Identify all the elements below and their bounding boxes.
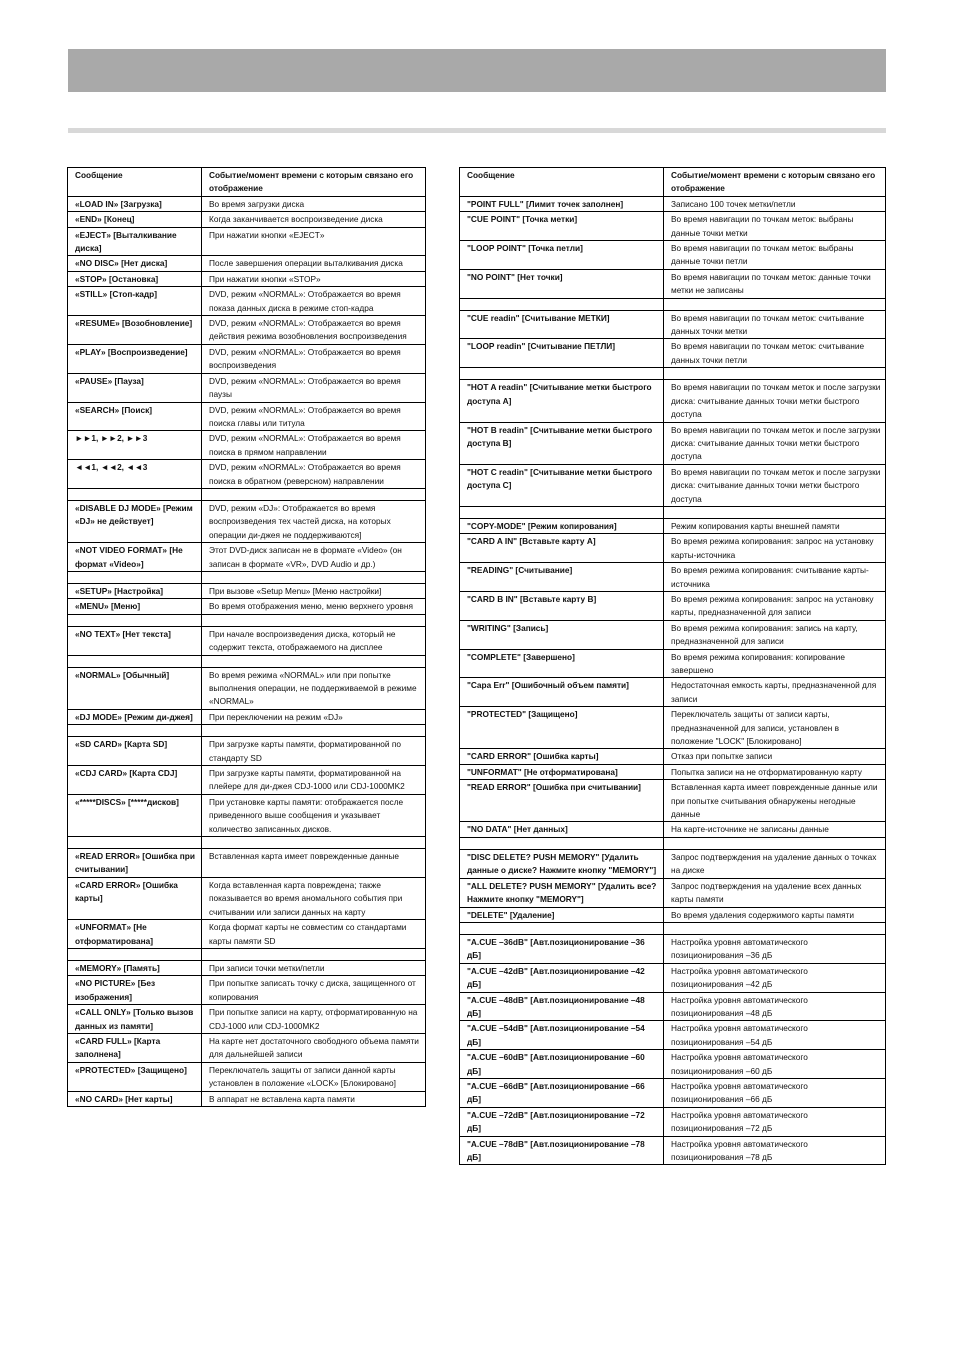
message-cell: "CARD A IN" [Вставьте карту A]: [460, 534, 664, 563]
message-cell: [460, 506, 664, 518]
message-cell: "COMPLETE" [Завершено]: [460, 649, 664, 678]
message-cell: "DISC DELETE? PUSH MEMORY" [Удалить данные о диске? Нажмите кнопку "MEMORY"]: [460, 849, 664, 878]
event-cell: Записано 100 точек метки/петли: [664, 196, 886, 211]
message-cell: «CARD ERROR» [Ошибка карты]: [68, 877, 202, 919]
header-banner: [68, 49, 886, 92]
event-cell: Настройка уровня автоматического позиционирования –36 дБ: [664, 934, 886, 963]
message-cell: «NO PICTURE» [Без изображения]: [68, 976, 202, 1005]
messages-table-right: [459, 167, 886, 1165]
event-cell: DVD, режим «NORMAL»: Отображается во время действия режима возобновления воспроизведения: [202, 316, 426, 345]
table-row: [68, 920, 426, 949]
event-cell: [202, 725, 426, 737]
table-row: [460, 780, 886, 822]
message-cell: "A.CUE –60dB" [Авт.позиционирование –60 дБ]: [460, 1050, 664, 1079]
table-row: [68, 256, 426, 271]
event-cell: На карте-источнике не записаны данные: [664, 822, 886, 837]
event-cell: DVD, режим «NORMAL»: Отображается во время поиска главы или титула: [202, 402, 426, 431]
message-cell: "HOT B readin" [Считывание метки быстрого доступа B]: [460, 422, 664, 464]
event-cell: Во время режима копирования: запрос на установку карты, предназначенной для записи: [664, 591, 886, 620]
message-cell: «NO DISC» [Нет диска]: [68, 256, 202, 271]
table-row: [460, 1136, 886, 1165]
event-cell: [664, 506, 886, 518]
event-cell: Во время режима копирования: копирование завершено: [664, 649, 886, 678]
table-row: [460, 518, 886, 533]
event-cell: При нажатии кнопки «EJECT»: [202, 227, 426, 256]
event-cell: При нажатии кнопки «STOP»: [202, 271, 426, 286]
table-row: [460, 934, 886, 963]
table-row: [460, 963, 886, 992]
table-row: [460, 764, 886, 779]
table-row: [460, 310, 886, 339]
table-row: [460, 212, 886, 241]
message-cell: «CALL ONLY» [Только вызов данных из памяти]: [68, 1005, 202, 1034]
message-cell: "PROTECTED" [Защищено]: [460, 707, 664, 749]
event-cell: [664, 368, 886, 380]
event-cell: DVD, режим «NORMAL»: Отображается во время поиска в прямом направлении: [202, 431, 426, 460]
event-cell: При попытке записи на карту, отформатированную на CDJ-1000 или CDJ-1000MK2: [202, 1005, 426, 1034]
message-cell: [68, 948, 202, 960]
event-cell: Настройка уровня автоматического позиционирования –60 дБ: [664, 1050, 886, 1079]
message-cell: [460, 837, 664, 849]
message-cell: [68, 571, 202, 583]
message-cell: [460, 368, 664, 380]
message-cell: «READ ERROR» [Ошибка при считывании]: [68, 849, 202, 878]
event-cell: Настройка уровня автоматического позиционирования –54 дБ: [664, 1021, 886, 1050]
event-cell: DVD, режим «DJ»: Отображается во время воспроизведения тех частей диска, на которых операции ди-джея не поддерживаются]: [202, 500, 426, 542]
event-cell: Во время навигации по точкам меток: считывание данных точки петли: [664, 339, 886, 368]
event-cell: Во время навигации по точкам меток и после загрузки диска: считывание данных точки метки быстрого доступа: [664, 380, 886, 422]
table-spacer-row: [68, 655, 426, 667]
event-cell: Настройка уровня автоматического позиционирования –42 дБ: [664, 963, 886, 992]
event-cell: Во время отображения меню, меню верхнего уровня: [202, 599, 426, 614]
message-cell: "A.CUE –72dB" [Авт.позиционирование –72 дБ]: [460, 1107, 664, 1136]
event-cell: [202, 837, 426, 849]
table-spacer-row: [460, 837, 886, 849]
message-cell: ►►1, ►►2, ►►3: [68, 431, 202, 460]
event-cell: После завершения операции выталкивания диска: [202, 256, 426, 271]
event-cell: DVD, режим «NORMAL»: Отображается во время поиска в обратном (реверсном) направлении: [202, 460, 426, 489]
event-cell: Когда вставленная карта повреждена; также показывается во время аномального события при считывании или записи данных на карту: [202, 877, 426, 919]
header-message: Сообщение: [68, 168, 202, 197]
event-cell: При попытке записать точку с диска, защищенного от копирования: [202, 976, 426, 1005]
event-cell: При записи точки метки/петли: [202, 960, 426, 975]
message-cell: «PAUSE» [Пауза]: [68, 373, 202, 402]
table-row: [68, 877, 426, 919]
event-cell: DVD, режим «NORMAL»: Отображается во время воспроизведения: [202, 344, 426, 373]
event-cell: Режим копирования карты внешней памяти: [664, 518, 886, 533]
message-cell: [68, 655, 202, 667]
message-cell: [460, 922, 664, 934]
message-cell: [68, 725, 202, 737]
table-row: [68, 344, 426, 373]
message-cell: «NO CARD» [Нет карты]: [68, 1091, 202, 1106]
event-cell: Настройка уровня автоматического позиционирования –66 дБ: [664, 1078, 886, 1107]
table-spacer-row: [68, 571, 426, 583]
message-cell: ◄◄1, ◄◄2, ◄◄3: [68, 460, 202, 489]
event-cell: При вызове «Setup Menu» [Меню настройки]: [202, 583, 426, 598]
event-cell: В аппарат не вставлена карта памяти: [202, 1091, 426, 1106]
table-row: [68, 1091, 426, 1106]
event-cell: Во время навигации по точкам меток и после загрузки диска: считывание данных точки метки быстрого доступа: [664, 422, 886, 464]
message-cell: «END» [Конец]: [68, 212, 202, 227]
message-cell: "UNFORMAT" [Не отформатирована]: [460, 764, 664, 779]
message-cell: "A.CUE –36dB" [Авт.позиционирование –36 дБ]: [460, 934, 664, 963]
table-row: [68, 196, 426, 211]
table-spacer-row: [68, 837, 426, 849]
message-cell: [68, 837, 202, 849]
message-cell: «DISABLE DJ MODE» [Режим «DJ» не действует]: [68, 500, 202, 542]
event-cell: [202, 614, 426, 626]
event-cell: Попытка записи на не отформатированную карту: [664, 764, 886, 779]
message-cell: «PLAY» [Воспроизведение]: [68, 344, 202, 373]
message-cell: "CUE readin" [Считывание МЕТКИ]: [460, 310, 664, 339]
event-cell: [664, 298, 886, 310]
table-row: [68, 599, 426, 614]
table-row: [460, 534, 886, 563]
table-row: [460, 992, 886, 1021]
table-row: [460, 380, 886, 422]
table-spacer-row: [460, 506, 886, 518]
message-cell: "ALL DELETE? PUSH MEMORY" [Удалить все? Нажмите кнопку "MEMORY"]: [460, 878, 664, 907]
event-cell: Настройка уровня автоматического позиционирования –78 дБ: [664, 1136, 886, 1165]
event-cell: DVD, режим «NORMAL»: Отображается во время паузы: [202, 373, 426, 402]
table-row: [68, 1062, 426, 1091]
message-cell: "READING" [Считывание]: [460, 563, 664, 592]
table-row: [68, 667, 426, 709]
event-cell: На карте нет достаточного свободного объема памяти для дальнейшей записи: [202, 1033, 426, 1062]
table-header-row: [460, 168, 886, 197]
table-row: [460, 1050, 886, 1079]
message-cell: «NO TEXT» [Нет текста]: [68, 626, 202, 655]
event-cell: Этот DVD-диск записан не в формате «Video» (он записан в формате «VR», DVD Audio и др.): [202, 543, 426, 572]
event-cell: Когда формат карты не совместим со стандартами карты памяти SD: [202, 920, 426, 949]
message-cell: «DJ MODE» [Режим ди-джея]: [68, 709, 202, 724]
message-cell: "POINT FULL" [Лимит точек заполнен]: [460, 196, 664, 211]
event-cell: Вставленная карта имеет поврежденные данные: [202, 849, 426, 878]
table-row: [68, 709, 426, 724]
table-spacer-row: [68, 614, 426, 626]
message-cell: "A.CUE –66dB" [Авт.позиционирование –66 дБ]: [460, 1078, 664, 1107]
table-row: [68, 500, 426, 542]
table-row: [460, 196, 886, 211]
message-cell: "DELETE" [Удаление]: [460, 907, 664, 922]
event-cell: При начале воспроизведения диска, который не содержит текста, отображаемого на дисплее: [202, 626, 426, 655]
message-cell: "READ ERROR" [Ошибка при считывании]: [460, 780, 664, 822]
event-cell: Во время навигации по точкам меток: считывание данных точки метки: [664, 310, 886, 339]
table-row: [68, 794, 426, 836]
event-cell: [202, 948, 426, 960]
header-message: Сообщение: [460, 168, 664, 197]
header-event: Событие/момент времени с которым связано его отображение: [202, 168, 426, 197]
message-cell: "LOOP readin" [Считывание ПЕТЛИ]: [460, 339, 664, 368]
event-cell: [664, 922, 886, 934]
table-row: [68, 766, 426, 795]
message-cell: «SD CARD» [Карта SD]: [68, 737, 202, 766]
event-cell: Во время навигации по точкам меток и после загрузки диска: считывание данных точки метки быстрого доступа: [664, 464, 886, 506]
event-cell: При установке карты памяти: отображается после приведенного выше сообщения и указывает количество записанных дисков.: [202, 794, 426, 836]
table-row: [460, 563, 886, 592]
table-header-row: [68, 168, 426, 197]
event-cell: Переключатель защиты от записи данной карты установлен в положение «LOCK» [Блокировано]: [202, 1062, 426, 1091]
event-cell: Во время навигации по точкам меток: данные точки метки не записаны: [664, 269, 886, 298]
header-event: Событие/момент времени с которым связано его отображение: [664, 168, 886, 197]
table-row: [460, 620, 886, 649]
table-row: [68, 316, 426, 345]
message-cell: "HOT A readin" [Считывание метки быстрого доступа A]: [460, 380, 664, 422]
event-cell: При загрузке карты памяти, форматированной по стандарту SD: [202, 737, 426, 766]
table-row: [460, 464, 886, 506]
table-row: [68, 271, 426, 286]
table-spacer-row: [460, 368, 886, 380]
table-row: [460, 241, 886, 270]
table-row: [68, 543, 426, 572]
event-cell: Во время режима копирования: запрос на установку карты-источника: [664, 534, 886, 563]
message-cell: «CDJ CARD» [Карта CDJ]: [68, 766, 202, 795]
table-row: [460, 822, 886, 837]
message-cell: "Capa Err" [Ошибочный объем памяти]: [460, 678, 664, 707]
event-cell: Запрос подтверждения на удаление данных о точках на диске: [664, 849, 886, 878]
message-cell: «UNFORMAT» [Не отформатирована]: [68, 920, 202, 949]
table-row: [460, 1078, 886, 1107]
event-cell: Во время навигации по точкам меток: выбраны данные точки петли: [664, 241, 886, 270]
message-cell: «CARD FULL» [Карта заполнена]: [68, 1033, 202, 1062]
message-cell: «EJECT» [Выталкивание диска]: [68, 227, 202, 256]
table-spacer-row: [460, 922, 886, 934]
table-row: [68, 1033, 426, 1062]
table-row: [68, 849, 426, 878]
table-row: [68, 976, 426, 1005]
header-divider: [68, 128, 886, 133]
event-cell: Недостаточная емкость карты, предназначенной для записи: [664, 678, 886, 707]
table-row: [460, 649, 886, 678]
message-cell: «SEARCH» [Поиск]: [68, 402, 202, 431]
message-cell: «MENU» [Меню]: [68, 599, 202, 614]
message-cell: [68, 614, 202, 626]
message-cell: «STILL» [Стоп-кадр]: [68, 287, 202, 316]
event-cell: [202, 488, 426, 500]
event-cell: Настройка уровня автоматического позиционирования –72 дБ: [664, 1107, 886, 1136]
table-row: [68, 402, 426, 431]
messages-table-left: [67, 167, 426, 1107]
event-cell: Отказ при попытке записи: [664, 749, 886, 764]
table-row: [460, 749, 886, 764]
event-cell: При переключении на режим «DJ»: [202, 709, 426, 724]
event-cell: Когда заканчивается воспроизведение диска: [202, 212, 426, 227]
message-cell: "NO POINT" [Нет точки]: [460, 269, 664, 298]
table-row: [68, 287, 426, 316]
table-row: [460, 678, 886, 707]
table-spacer-row: [460, 298, 886, 310]
table-row: [68, 212, 426, 227]
message-cell: [68, 488, 202, 500]
message-cell: «NOT VIDEO FORMAT» [Не формат «Video»]: [68, 543, 202, 572]
event-cell: [202, 655, 426, 667]
table-row: [68, 373, 426, 402]
table-row: [68, 626, 426, 655]
table-row: [68, 1005, 426, 1034]
message-cell: "WRITING" [Запись]: [460, 620, 664, 649]
table-spacer-row: [68, 725, 426, 737]
table-row: [68, 227, 426, 256]
message-cell: "CUE POINT" [Точка метки]: [460, 212, 664, 241]
event-cell: Во время навигации по точкам меток: выбраны данные точки метки: [664, 212, 886, 241]
message-cell: «SETUP» [Настройка]: [68, 583, 202, 598]
table-row: [68, 583, 426, 598]
event-cell: Переключатель защиты от записи карты, предназначенной для записи, установлен в положение "LOCK" [Блокировано]: [664, 707, 886, 749]
message-cell: "A.CUE –54dB" [Авт.позиционирование –54 дБ]: [460, 1021, 664, 1050]
table-spacer-row: [68, 488, 426, 500]
event-cell: При загрузке карты памяти, форматированной на плейере для ди-джея CDJ-1000 или CDJ-1000MK2: [202, 766, 426, 795]
message-cell: «STOP» [Остановка]: [68, 271, 202, 286]
event-cell: Настройка уровня автоматического позиционирования –48 дБ: [664, 992, 886, 1021]
table-row: [460, 878, 886, 907]
message-cell: «MEMORY» [Память]: [68, 960, 202, 975]
event-cell: DVD, режим «NORMAL»: Отображается во время показа данных диска в режиме стоп-кадра: [202, 287, 426, 316]
message-cell: «RESUME» [Возобновление]: [68, 316, 202, 345]
table-row: [460, 422, 886, 464]
message-cell: [460, 298, 664, 310]
table-row: [460, 1107, 886, 1136]
event-cell: [202, 571, 426, 583]
message-cell: «*****DISCS» [*****дисков]: [68, 794, 202, 836]
message-cell: "HOT C readin" [Считывание метки быстрого доступа C]: [460, 464, 664, 506]
event-cell: Во время режима «NORMAL» или при попытке выполнения операции, не поддерживаемой в режиме «NORMAL»: [202, 667, 426, 709]
event-cell: [664, 837, 886, 849]
table-spacer-row: [68, 948, 426, 960]
table-row: [460, 849, 886, 878]
event-cell: Во время загрузки диска: [202, 196, 426, 211]
table-row: [460, 339, 886, 368]
table-row: [460, 269, 886, 298]
message-cell: "CARD ERROR" [Ошибка карты]: [460, 749, 664, 764]
message-cell: "LOOP POINT" [Точка петли]: [460, 241, 664, 270]
message-cell: «LOAD IN» [Загрузка]: [68, 196, 202, 211]
table-row: [68, 737, 426, 766]
event-cell: Во время удаления содержимого карты памяти: [664, 907, 886, 922]
event-cell: Во время режима копирования: считывание карты-источника: [664, 563, 886, 592]
message-cell: «PROTECTED» [Защищено]: [68, 1062, 202, 1091]
table-row: [68, 960, 426, 975]
table-row: [460, 591, 886, 620]
message-cell: "A.CUE –42dB" [Авт.позиционирование –42 дБ]: [460, 963, 664, 992]
event-cell: Запрос подтверждения на удаление всех данных карты памяти: [664, 878, 886, 907]
message-cell: «NORMAL» [Обычный]: [68, 667, 202, 709]
table-row: [460, 907, 886, 922]
table-row: [68, 431, 426, 460]
message-cell: "NO DATA" [Нет данных]: [460, 822, 664, 837]
table-row: [68, 460, 426, 489]
message-cell: "A.CUE –48dB" [Авт.позиционирование –48 дБ]: [460, 992, 664, 1021]
message-cell: "A.CUE –78dB" [Авт.позиционирование –78 дБ]: [460, 1136, 664, 1165]
event-cell: Во время режима копирования: запись на карту, предназначенной для записи: [664, 620, 886, 649]
event-cell: Вставленная карта имеет поврежденные данные или при попытке считывания обнаружены негодные данные: [664, 780, 886, 822]
message-cell: "CARD B IN" [Вставьте карту B]: [460, 591, 664, 620]
message-cell: "COPY-MODE" [Режим копирования]: [460, 518, 664, 533]
table-row: [460, 1021, 886, 1050]
table-row: [460, 707, 886, 749]
